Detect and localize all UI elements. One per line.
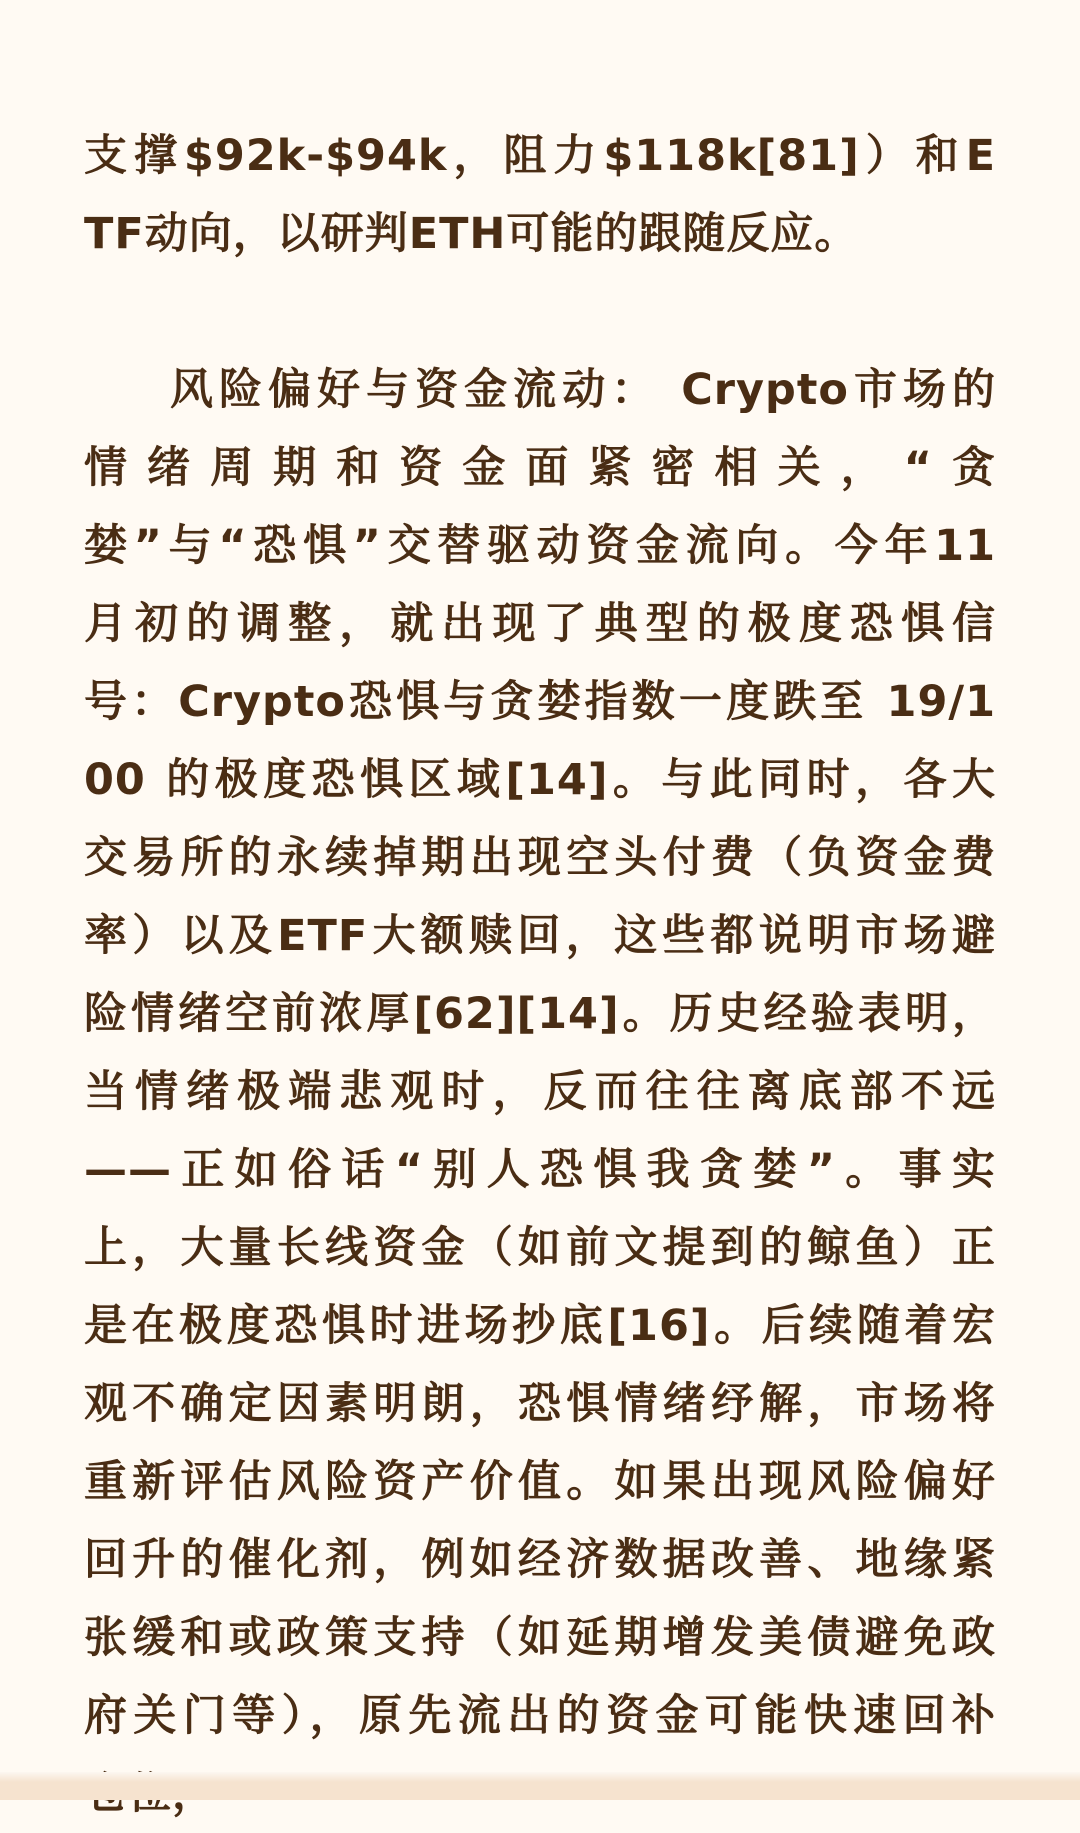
text-line: 支撑$92k-$94k，阻力$118k[81]）和E xyxy=(84,131,996,181)
text-line: 险情绪空前浓厚[62][14]。历史经验表明， xyxy=(84,989,996,1039)
text-line: 上，大量长线资金（如前文提到的鲸鱼）正 xyxy=(84,1223,996,1273)
text-line: 回升的催化剂，例如经济数据改善、地缘紧 xyxy=(84,1535,996,1585)
top-spacer xyxy=(84,0,996,117)
text-line: 府关门等），原先流出的资金可能快速回补 xyxy=(84,1691,996,1741)
text-line: 率）以及ETF大额赎回，这些都说明市场避 xyxy=(84,911,996,961)
text-line: TF动向，以研判ETH可能的跟随反应。 xyxy=(84,209,859,259)
text-line: 交易所的永续掉期出现空头付费（负资金费 xyxy=(84,833,996,883)
text-line-indented: 风险偏好与资金流动： Crypto市场的 xyxy=(170,365,996,415)
text-line: 重新评估风险资产价值。如果出现风险偏好 xyxy=(84,1457,996,1507)
text-line: 号：Crypto恐惧与贪婪指数一度跌至 19/1 xyxy=(84,677,996,727)
text-line: 婪”与“恐惧”交替驱动资金流向。今年11 xyxy=(84,521,996,571)
article-body xyxy=(84,0,996,1833)
text-line: 月初的调整，就出现了典型的极度恐惧信 xyxy=(84,599,996,649)
text-line: ——正如俗话“别人恐惧我贪婪”。事实 xyxy=(84,1145,996,1195)
bottom-bar-highlight xyxy=(0,1772,1080,1782)
text-line: 观不确定因素明朗，恐惧情绪纾解，市场将 xyxy=(84,1379,996,1429)
bottom-bar xyxy=(0,1772,1080,1800)
paragraph-gap xyxy=(84,273,996,351)
text-line: 张缓和或政策支持（如延期增发美债避免政 xyxy=(84,1613,996,1663)
text-line: 当情绪极端悲观时，反而往往离底部不远 xyxy=(84,1067,996,1117)
text-line: 情绪周期和资金面紧密相关，“贪 xyxy=(84,443,996,493)
text-line: 00 的极度恐惧区域[14]。与此同时，各大 xyxy=(84,755,996,805)
text-line: 是在极度恐惧时进场抄底[16]。后续随着宏 xyxy=(84,1301,996,1351)
